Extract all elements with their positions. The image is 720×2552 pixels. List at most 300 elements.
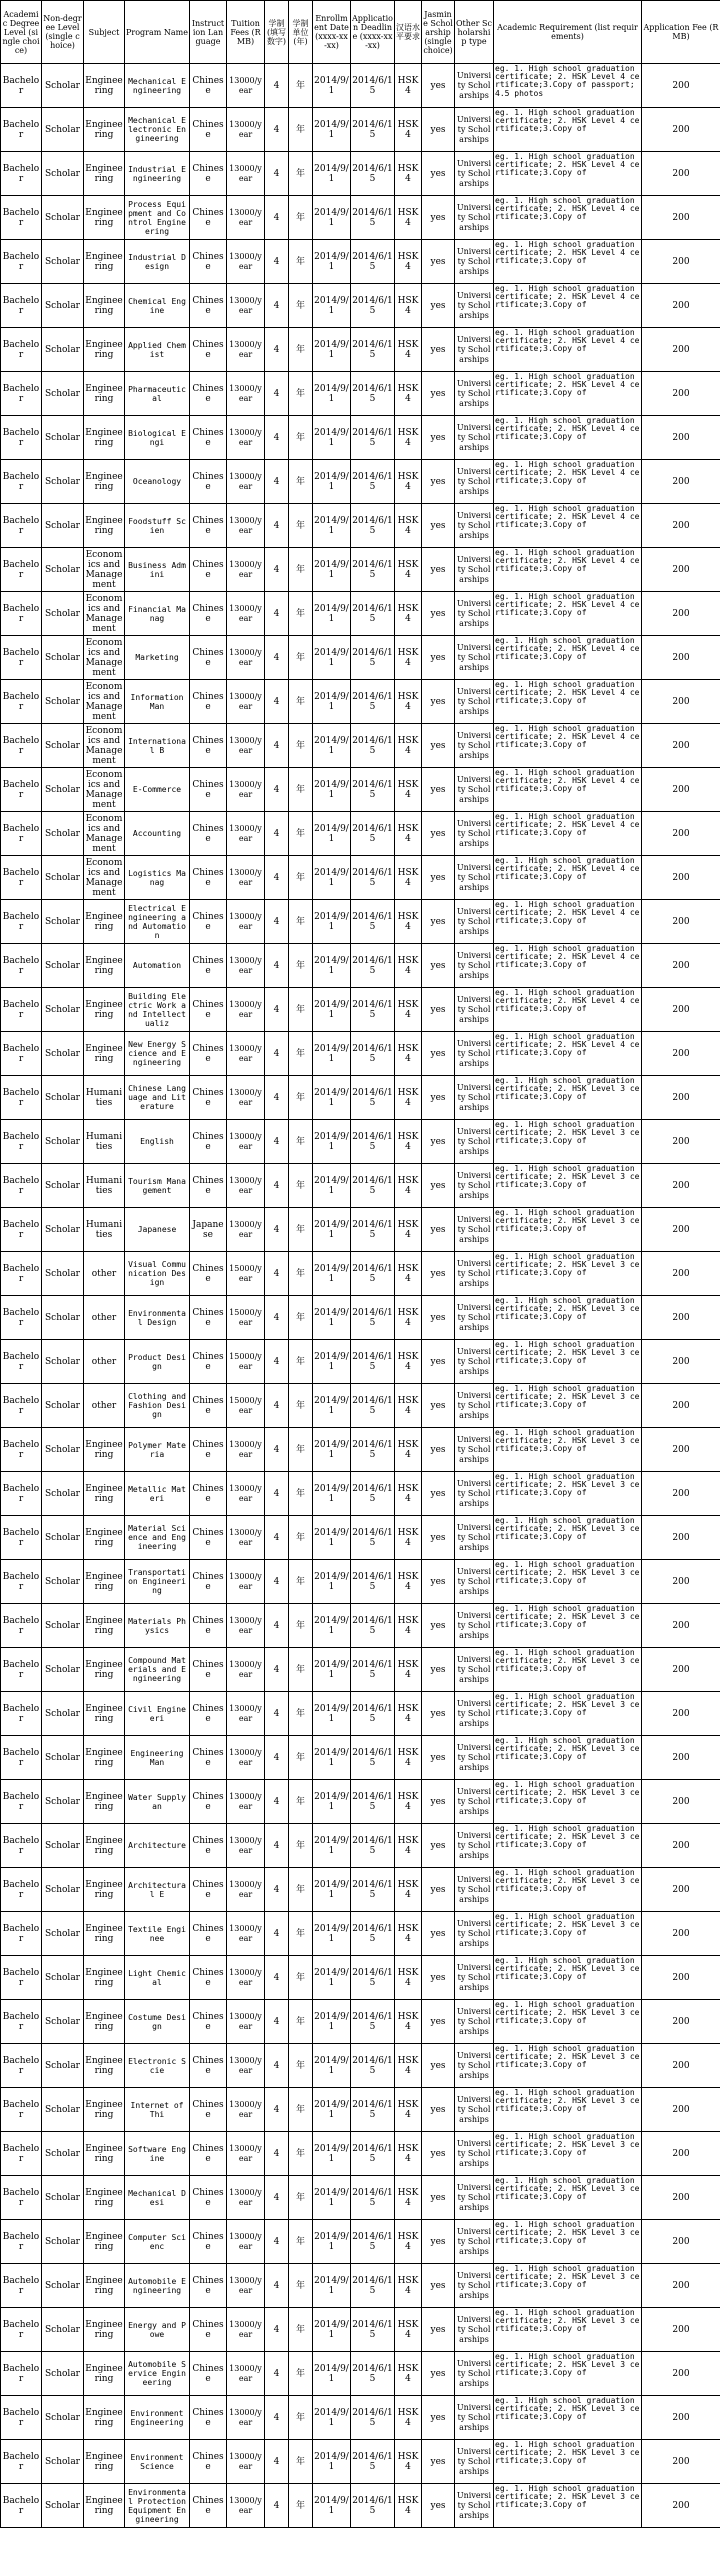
application-fee-cell: 200	[642, 2132, 720, 2176]
degree-level-cell: Bachelor	[1, 196, 42, 240]
duration-cell: 4	[265, 1560, 289, 1604]
enrollment-date-cell: 2014/9/1	[313, 1296, 351, 1340]
subject-cell: Engineering	[84, 2352, 125, 2396]
tuition-fee-cell: 13000/year	[227, 900, 265, 944]
duration-unit-cell: 年	[289, 2264, 313, 2308]
duration-unit-cell: 年	[289, 460, 313, 504]
enrollment-date-cell: 2014/9/1	[313, 856, 351, 900]
jasmine-scholarship-cell: yes	[422, 1164, 455, 1208]
table-row	[1, 152, 720, 196]
table-row	[1, 1252, 720, 1296]
program-name-cell: Process Equipment and Control Engineering	[125, 196, 190, 240]
application-fee-cell: 200	[642, 2264, 720, 2308]
application-deadline-cell: 2014/6/15	[351, 944, 395, 988]
non-degree-level-cell: Scholar	[42, 2132, 84, 2176]
subject-cell: Engineering	[84, 1648, 125, 1692]
chinese-level-cell: HSK4	[395, 2440, 422, 2484]
tuition-fee-cell: 13000/year	[227, 1736, 265, 1780]
jasmine-scholarship-cell: yes	[422, 2132, 455, 2176]
col-program-name-header: Program Name	[125, 1, 190, 64]
program-name-cell: Clothing and Fashion Design	[125, 1384, 190, 1428]
academic-requirement-cell: eg. 1. High school graduation certificate; 2. HSK Level 3 certificate;3.Copy of	[494, 2440, 642, 2484]
tuition-fee-cell: 15000/year	[227, 1340, 265, 1384]
table-row	[1, 416, 720, 460]
chinese-level-cell: HSK4	[395, 416, 422, 460]
duration-unit-cell: 年	[289, 2132, 313, 2176]
duration-unit-cell: 年	[289, 2088, 313, 2132]
application-fee-cell: 200	[642, 988, 720, 1032]
table-row	[1, 636, 720, 680]
enrollment-date-cell: 2014/9/1	[313, 1032, 351, 1076]
program-name-cell: Marketing	[125, 636, 190, 680]
table-row	[1, 2440, 720, 2484]
col-duration-unit-header: 学制单位(年)	[289, 1, 313, 64]
program-name-cell: Oceanology	[125, 460, 190, 504]
duration-unit-cell: 年	[289, 636, 313, 680]
chinese-level-cell: HSK4	[395, 2044, 422, 2088]
application-deadline-cell: 2014/6/15	[351, 240, 395, 284]
application-fee-cell: 200	[642, 1120, 720, 1164]
tuition-fee-cell: 13000/year	[227, 328, 265, 372]
application-fee-cell: 200	[642, 1692, 720, 1736]
other-scholarship-cell: University Scholarships	[455, 2440, 494, 2484]
tuition-fee-cell: 13000/year	[227, 1516, 265, 1560]
col-degree-level-header: Academic Degree Level (single choice)	[1, 1, 42, 64]
duration-cell: 4	[265, 2176, 289, 2220]
tuition-fee-cell: 13000/year	[227, 416, 265, 460]
instruction-language-cell: Chinese	[190, 1868, 227, 1912]
instruction-language-cell: Chinese	[190, 1252, 227, 1296]
tuition-fee-cell: 13000/year	[227, 680, 265, 724]
tuition-fee-cell: 13000/year	[227, 2396, 265, 2440]
duration-cell: 4	[265, 1736, 289, 1780]
instruction-language-cell: Chinese	[190, 196, 227, 240]
subject-cell: Engineering	[84, 1736, 125, 1780]
degree-level-cell: Bachelor	[1, 1472, 42, 1516]
application-deadline-cell: 2014/6/15	[351, 1912, 395, 1956]
degree-level-cell: Bachelor	[1, 108, 42, 152]
tuition-fee-cell: 13000/year	[227, 1560, 265, 1604]
chinese-level-cell: HSK4	[395, 460, 422, 504]
academic-requirement-cell: eg. 1. High school graduation certificate; 2. HSK Level 4 certificate;3.Copy of	[494, 856, 642, 900]
application-deadline-cell: 2014/6/15	[351, 724, 395, 768]
jasmine-scholarship-cell: yes	[422, 1560, 455, 1604]
instruction-language-cell: Chinese	[190, 2176, 227, 2220]
application-deadline-cell: 2014/6/15	[351, 152, 395, 196]
academic-requirement-cell: eg. 1. High school graduation certificate; 2. HSK Level 3 certificate;3.Copy of	[494, 1868, 642, 1912]
instruction-language-cell: Chinese	[190, 1384, 227, 1428]
chinese-level-cell: HSK4	[395, 64, 422, 108]
tuition-fee-cell: 13000/year	[227, 2264, 265, 2308]
enrollment-date-cell: 2014/9/1	[313, 1912, 351, 1956]
academic-requirement-cell: eg. 1. High school graduation certificate; 2. HSK Level 3 certificate;3.Copy of	[494, 1912, 642, 1956]
degree-level-cell: Bachelor	[1, 1076, 42, 1120]
application-deadline-cell: 2014/6/15	[351, 1824, 395, 1868]
degree-level-cell: Bachelor	[1, 460, 42, 504]
application-deadline-cell: 2014/6/15	[351, 372, 395, 416]
non-degree-level-cell: Scholar	[42, 944, 84, 988]
tuition-fee-cell: 13000/year	[227, 944, 265, 988]
enrollment-date-cell: 2014/9/1	[313, 1648, 351, 1692]
application-deadline-cell: 2014/6/15	[351, 988, 395, 1032]
instruction-language-cell: Chinese	[190, 592, 227, 636]
degree-level-cell: Bachelor	[1, 2176, 42, 2220]
other-scholarship-cell: University Scholarships	[455, 1604, 494, 1648]
table-row	[1, 2396, 720, 2440]
instruction-language-cell: Chinese	[190, 284, 227, 328]
subject-cell: Engineering	[84, 1692, 125, 1736]
chinese-level-cell: HSK4	[395, 680, 422, 724]
jasmine-scholarship-cell: yes	[422, 856, 455, 900]
instruction-language-cell: Chinese	[190, 1648, 227, 1692]
table-row	[1, 856, 720, 900]
duration-unit-cell: 年	[289, 2000, 313, 2044]
program-name-cell: Biological Engi	[125, 416, 190, 460]
subject-cell: Economics and Management	[84, 680, 125, 724]
other-scholarship-cell: University Scholarships	[455, 284, 494, 328]
duration-cell: 4	[265, 2132, 289, 2176]
instruction-language-cell: Chinese	[190, 2484, 227, 2528]
duration-cell: 4	[265, 768, 289, 812]
application-deadline-cell: 2014/6/15	[351, 284, 395, 328]
duration-unit-cell: 年	[289, 1912, 313, 1956]
degree-level-cell: Bachelor	[1, 1780, 42, 1824]
academic-requirement-cell: eg. 1. High school graduation certificate; 2. HSK Level 3 certificate;3.Copy of	[494, 1692, 642, 1736]
subject-cell: Humanities	[84, 1164, 125, 1208]
table-row	[1, 1912, 720, 1956]
other-scholarship-cell: University Scholarships	[455, 1076, 494, 1120]
enrollment-date-cell: 2014/9/1	[313, 2176, 351, 2220]
subject-cell: Engineering	[84, 1032, 125, 1076]
col-other-scholarship-header: Other Scholarship type	[455, 1, 494, 64]
subject-cell: Engineering	[84, 2440, 125, 2484]
application-fee-cell: 200	[642, 1516, 720, 1560]
program-name-cell: Automobile Engineering	[125, 2264, 190, 2308]
duration-unit-cell: 年	[289, 2044, 313, 2088]
enrollment-date-cell: 2014/9/1	[313, 2044, 351, 2088]
degree-level-cell: Bachelor	[1, 372, 42, 416]
other-scholarship-cell: University Scholarships	[455, 1208, 494, 1252]
jasmine-scholarship-cell: yes	[422, 1120, 455, 1164]
col-duration-number-header: 学制(填写数字)	[265, 1, 289, 64]
duration-cell: 4	[265, 1648, 289, 1692]
instruction-language-cell: Chinese	[190, 1824, 227, 1868]
application-fee-cell: 200	[642, 1032, 720, 1076]
non-degree-level-cell: Scholar	[42, 768, 84, 812]
duration-unit-cell: 年	[289, 240, 313, 284]
non-degree-level-cell: Scholar	[42, 548, 84, 592]
non-degree-level-cell: Scholar	[42, 108, 84, 152]
program-name-cell: Software Engine	[125, 2132, 190, 2176]
academic-requirement-cell: eg. 1. High school graduation certificate; 2. HSK Level 3 certificate;3.Copy of	[494, 2220, 642, 2264]
tuition-fee-cell: 13000/year	[227, 1648, 265, 1692]
subject-cell: Engineering	[84, 2176, 125, 2220]
jasmine-scholarship-cell: yes	[422, 1472, 455, 1516]
application-fee-cell: 200	[642, 196, 720, 240]
program-name-cell: Civil Engineeri	[125, 1692, 190, 1736]
table-row	[1, 2220, 720, 2264]
duration-cell: 4	[265, 1428, 289, 1472]
non-degree-level-cell: Scholar	[42, 328, 84, 372]
degree-level-cell: Bachelor	[1, 2396, 42, 2440]
academic-requirement-cell: eg. 1. High school graduation certificate; 2. HSK Level 4 certificate;3.Copy of	[494, 812, 642, 856]
program-name-cell: Energy and Powe	[125, 2308, 190, 2352]
subject-cell: Humanities	[84, 1120, 125, 1164]
table-row	[1, 812, 720, 856]
duration-cell: 4	[265, 1120, 289, 1164]
academic-requirement-cell: eg. 1. High school graduation certificate; 2. HSK Level 3 certificate;3.Copy of	[494, 1252, 642, 1296]
table-row	[1, 196, 720, 240]
tuition-fee-cell: 13000/year	[227, 856, 265, 900]
program-name-cell: Mechanical Electronic Engineering	[125, 108, 190, 152]
non-degree-level-cell: Scholar	[42, 64, 84, 108]
duration-unit-cell: 年	[289, 1560, 313, 1604]
enrollment-date-cell: 2014/9/1	[313, 1516, 351, 1560]
duration-unit-cell: 年	[289, 2308, 313, 2352]
application-deadline-cell: 2014/6/15	[351, 1076, 395, 1120]
jasmine-scholarship-cell: yes	[422, 1692, 455, 1736]
table-row	[1, 1648, 720, 1692]
instruction-language-cell: Chinese	[190, 2440, 227, 2484]
table-row	[1, 1736, 720, 1780]
program-name-cell: Costume Design	[125, 2000, 190, 2044]
duration-unit-cell: 年	[289, 2176, 313, 2220]
program-name-cell: Industrial Engineering	[125, 152, 190, 196]
chinese-level-cell: HSK4	[395, 2088, 422, 2132]
instruction-language-cell: Chinese	[190, 1780, 227, 1824]
table-row	[1, 1824, 720, 1868]
instruction-language-cell: Chinese	[190, 1472, 227, 1516]
degree-level-cell: Bachelor	[1, 2132, 42, 2176]
duration-unit-cell: 年	[289, 812, 313, 856]
duration-unit-cell: 年	[289, 1824, 313, 1868]
duration-unit-cell: 年	[289, 1296, 313, 1340]
non-degree-level-cell: Scholar	[42, 1956, 84, 2000]
application-fee-cell: 200	[642, 2440, 720, 2484]
non-degree-level-cell: Scholar	[42, 592, 84, 636]
application-fee-cell: 200	[642, 1208, 720, 1252]
duration-cell: 4	[265, 900, 289, 944]
non-degree-level-cell: Scholar	[42, 900, 84, 944]
tuition-fee-cell: 13000/year	[227, 1912, 265, 1956]
enrollment-date-cell: 2014/9/1	[313, 504, 351, 548]
application-fee-cell: 200	[642, 724, 720, 768]
jasmine-scholarship-cell: yes	[422, 2308, 455, 2352]
academic-requirement-cell: eg. 1. High school graduation certificate; 2. HSK Level 3 certificate;3.Copy of	[494, 2088, 642, 2132]
academic-requirement-cell: eg. 1. High school graduation certificate; 2. HSK Level 3 certificate;3.Copy of	[494, 1824, 642, 1868]
academic-requirement-cell: eg. 1. High school graduation certificate; 2. HSK Level 4 certificate;3.Copy of	[494, 240, 642, 284]
enrollment-date-cell: 2014/9/1	[313, 1164, 351, 1208]
enrollment-date-cell: 2014/9/1	[313, 1692, 351, 1736]
non-degree-level-cell: Scholar	[42, 1340, 84, 1384]
degree-level-cell: Bachelor	[1, 1296, 42, 1340]
chinese-level-cell: HSK4	[395, 1032, 422, 1076]
subject-cell: Economics and Management	[84, 812, 125, 856]
chinese-level-cell: HSK4	[395, 1692, 422, 1736]
non-degree-level-cell: Scholar	[42, 1648, 84, 1692]
degree-level-cell: Bachelor	[1, 1164, 42, 1208]
instruction-language-cell: Chinese	[190, 1604, 227, 1648]
application-deadline-cell: 2014/6/15	[351, 1780, 395, 1824]
subject-cell: Engineering	[84, 2264, 125, 2308]
other-scholarship-cell: University Scholarships	[455, 2264, 494, 2308]
subject-cell: Engineering	[84, 1824, 125, 1868]
academic-requirement-cell: eg. 1. High school graduation certificate; 2. HSK Level 3 certificate;3.Copy of	[494, 1120, 642, 1164]
table-row	[1, 1076, 720, 1120]
subject-cell: Engineering	[84, 1956, 125, 2000]
non-degree-level-cell: Scholar	[42, 1472, 84, 1516]
academic-requirement-cell: eg. 1. High school graduation certificate; 2. HSK Level 3 certificate;3.Copy of	[494, 1076, 642, 1120]
application-fee-cell: 200	[642, 284, 720, 328]
other-scholarship-cell: University Scholarships	[455, 2220, 494, 2264]
duration-cell: 4	[265, 2220, 289, 2264]
duration-unit-cell: 年	[289, 1120, 313, 1164]
subject-cell: Engineering	[84, 64, 125, 108]
academic-requirement-cell: eg. 1. High school graduation certificate; 2. HSK Level 3 certificate;3.Copy of	[494, 1516, 642, 1560]
duration-unit-cell: 年	[289, 372, 313, 416]
table-row	[1, 680, 720, 724]
enrollment-date-cell: 2014/9/1	[313, 1120, 351, 1164]
duration-cell: 4	[265, 2484, 289, 2528]
duration-cell: 4	[265, 2264, 289, 2308]
application-deadline-cell: 2014/6/15	[351, 2220, 395, 2264]
instruction-language-cell: Chinese	[190, 1340, 227, 1384]
chinese-level-cell: HSK4	[395, 2220, 422, 2264]
program-name-cell: Industrial Design	[125, 240, 190, 284]
duration-cell: 4	[265, 1912, 289, 1956]
application-deadline-cell: 2014/6/15	[351, 2308, 395, 2352]
chinese-level-cell: HSK4	[395, 2352, 422, 2396]
academic-requirement-cell: eg. 1. High school graduation certificate; 2. HSK Level 3 certificate;3.Copy of	[494, 2396, 642, 2440]
instruction-language-cell: Chinese	[190, 240, 227, 284]
application-fee-cell: 200	[642, 592, 720, 636]
enrollment-date-cell: 2014/9/1	[313, 460, 351, 504]
table-row	[1, 1164, 720, 1208]
degree-level-cell: Bachelor	[1, 988, 42, 1032]
application-fee-cell: 200	[642, 1076, 720, 1120]
jasmine-scholarship-cell: yes	[422, 592, 455, 636]
enrollment-date-cell: 2014/9/1	[313, 196, 351, 240]
application-fee-cell: 200	[642, 2396, 720, 2440]
chinese-level-cell: HSK4	[395, 1868, 422, 1912]
col-tuition-fees-header: Tuition Fees (RMB)	[227, 1, 265, 64]
program-name-cell: Building Electric Work and Intellectualiz	[125, 988, 190, 1032]
table-row	[1, 240, 720, 284]
non-degree-level-cell: Scholar	[42, 812, 84, 856]
instruction-language-cell: Chinese	[190, 1516, 227, 1560]
other-scholarship-cell: University Scholarships	[455, 416, 494, 460]
table-row	[1, 1120, 720, 1164]
subject-cell: Engineering	[84, 108, 125, 152]
subject-cell: Engineering	[84, 2088, 125, 2132]
table-row	[1, 108, 720, 152]
degree-level-cell: Bachelor	[1, 812, 42, 856]
other-scholarship-cell: University Scholarships	[455, 724, 494, 768]
application-fee-cell: 200	[642, 1780, 720, 1824]
subject-cell: Engineering	[84, 988, 125, 1032]
chinese-level-cell: HSK4	[395, 592, 422, 636]
program-name-cell: Automation	[125, 944, 190, 988]
application-fee-cell: 200	[642, 1252, 720, 1296]
jasmine-scholarship-cell: yes	[422, 768, 455, 812]
other-scholarship-cell: University Scholarships	[455, 1340, 494, 1384]
academic-requirement-cell: eg. 1. High school graduation certificate; 2. HSK Level 4 certificate;3.Copy of	[494, 284, 642, 328]
instruction-language-cell: Chinese	[190, 152, 227, 196]
duration-cell: 4	[265, 152, 289, 196]
duration-cell: 4	[265, 328, 289, 372]
enrollment-date-cell: 2014/9/1	[313, 328, 351, 372]
instruction-language-cell: Chinese	[190, 1956, 227, 2000]
chinese-level-cell: HSK4	[395, 1252, 422, 1296]
enrollment-date-cell: 2014/9/1	[313, 64, 351, 108]
application-fee-cell: 200	[642, 2308, 720, 2352]
duration-unit-cell: 年	[289, 504, 313, 548]
tuition-fee-cell: 15000/year	[227, 1296, 265, 1340]
enrollment-date-cell: 2014/9/1	[313, 284, 351, 328]
application-deadline-cell: 2014/6/15	[351, 1428, 395, 1472]
non-degree-level-cell: Scholar	[42, 2000, 84, 2044]
other-scholarship-cell: University Scholarships	[455, 2088, 494, 2132]
program-name-cell: Architecture	[125, 1824, 190, 1868]
other-scholarship-cell: University Scholarships	[455, 2132, 494, 2176]
academic-requirement-cell: eg. 1. High school graduation certificate; 2. HSK Level 3 certificate;3.Copy of	[494, 1560, 642, 1604]
academic-requirement-cell: eg. 1. High school graduation certificate; 2. HSK Level 4 certificate;3.Copy of	[494, 944, 642, 988]
program-name-cell: Environment Science	[125, 2440, 190, 2484]
application-fee-cell: 200	[642, 812, 720, 856]
academic-requirement-cell: eg. 1. High school graduation certificate; 2. HSK Level 4 certificate;3.Copy of	[494, 592, 642, 636]
degree-level-cell: Bachelor	[1, 416, 42, 460]
program-name-cell: Tourism Management	[125, 1164, 190, 1208]
duration-cell: 4	[265, 1868, 289, 1912]
enrollment-date-cell: 2014/9/1	[313, 240, 351, 284]
jasmine-scholarship-cell: yes	[422, 1516, 455, 1560]
jasmine-scholarship-cell: yes	[422, 416, 455, 460]
program-name-cell: Chemical Engine	[125, 284, 190, 328]
other-scholarship-cell: University Scholarships	[455, 1692, 494, 1736]
enrollment-date-cell: 2014/9/1	[313, 1780, 351, 1824]
chinese-level-cell: HSK4	[395, 988, 422, 1032]
application-fee-cell: 200	[642, 2352, 720, 2396]
other-scholarship-cell: University Scholarships	[455, 1120, 494, 1164]
academic-requirement-cell: eg. 1. High school graduation certificate; 2. HSK Level 3 certificate;3.Copy of	[494, 2264, 642, 2308]
subject-cell: Engineering	[84, 1560, 125, 1604]
chinese-level-cell: HSK4	[395, 1648, 422, 1692]
other-scholarship-cell: University Scholarships	[455, 1032, 494, 1076]
non-degree-level-cell: Scholar	[42, 1604, 84, 1648]
jasmine-scholarship-cell: yes	[422, 64, 455, 108]
enrollment-date-cell: 2014/9/1	[313, 724, 351, 768]
other-scholarship-cell: University Scholarships	[455, 2484, 494, 2528]
other-scholarship-cell: University Scholarships	[455, 64, 494, 108]
tuition-fee-cell: 13000/year	[227, 284, 265, 328]
jasmine-scholarship-cell: yes	[422, 724, 455, 768]
other-scholarship-cell: University Scholarships	[455, 1560, 494, 1604]
instruction-language-cell: Chinese	[190, 1032, 227, 1076]
degree-level-cell: Bachelor	[1, 1120, 42, 1164]
non-degree-level-cell: Scholar	[42, 1296, 84, 1340]
tuition-fee-cell: 13000/year	[227, 2484, 265, 2528]
degree-level-cell: Bachelor	[1, 2088, 42, 2132]
jasmine-scholarship-cell: yes	[422, 1428, 455, 1472]
chinese-level-cell: HSK4	[395, 1296, 422, 1340]
jasmine-scholarship-cell: yes	[422, 108, 455, 152]
jasmine-scholarship-cell: yes	[422, 284, 455, 328]
program-name-cell: Mechanical Desi	[125, 2176, 190, 2220]
enrollment-date-cell: 2014/9/1	[313, 944, 351, 988]
table-row	[1, 988, 720, 1032]
chinese-level-cell: HSK4	[395, 1120, 422, 1164]
application-fee-cell: 200	[642, 2044, 720, 2088]
